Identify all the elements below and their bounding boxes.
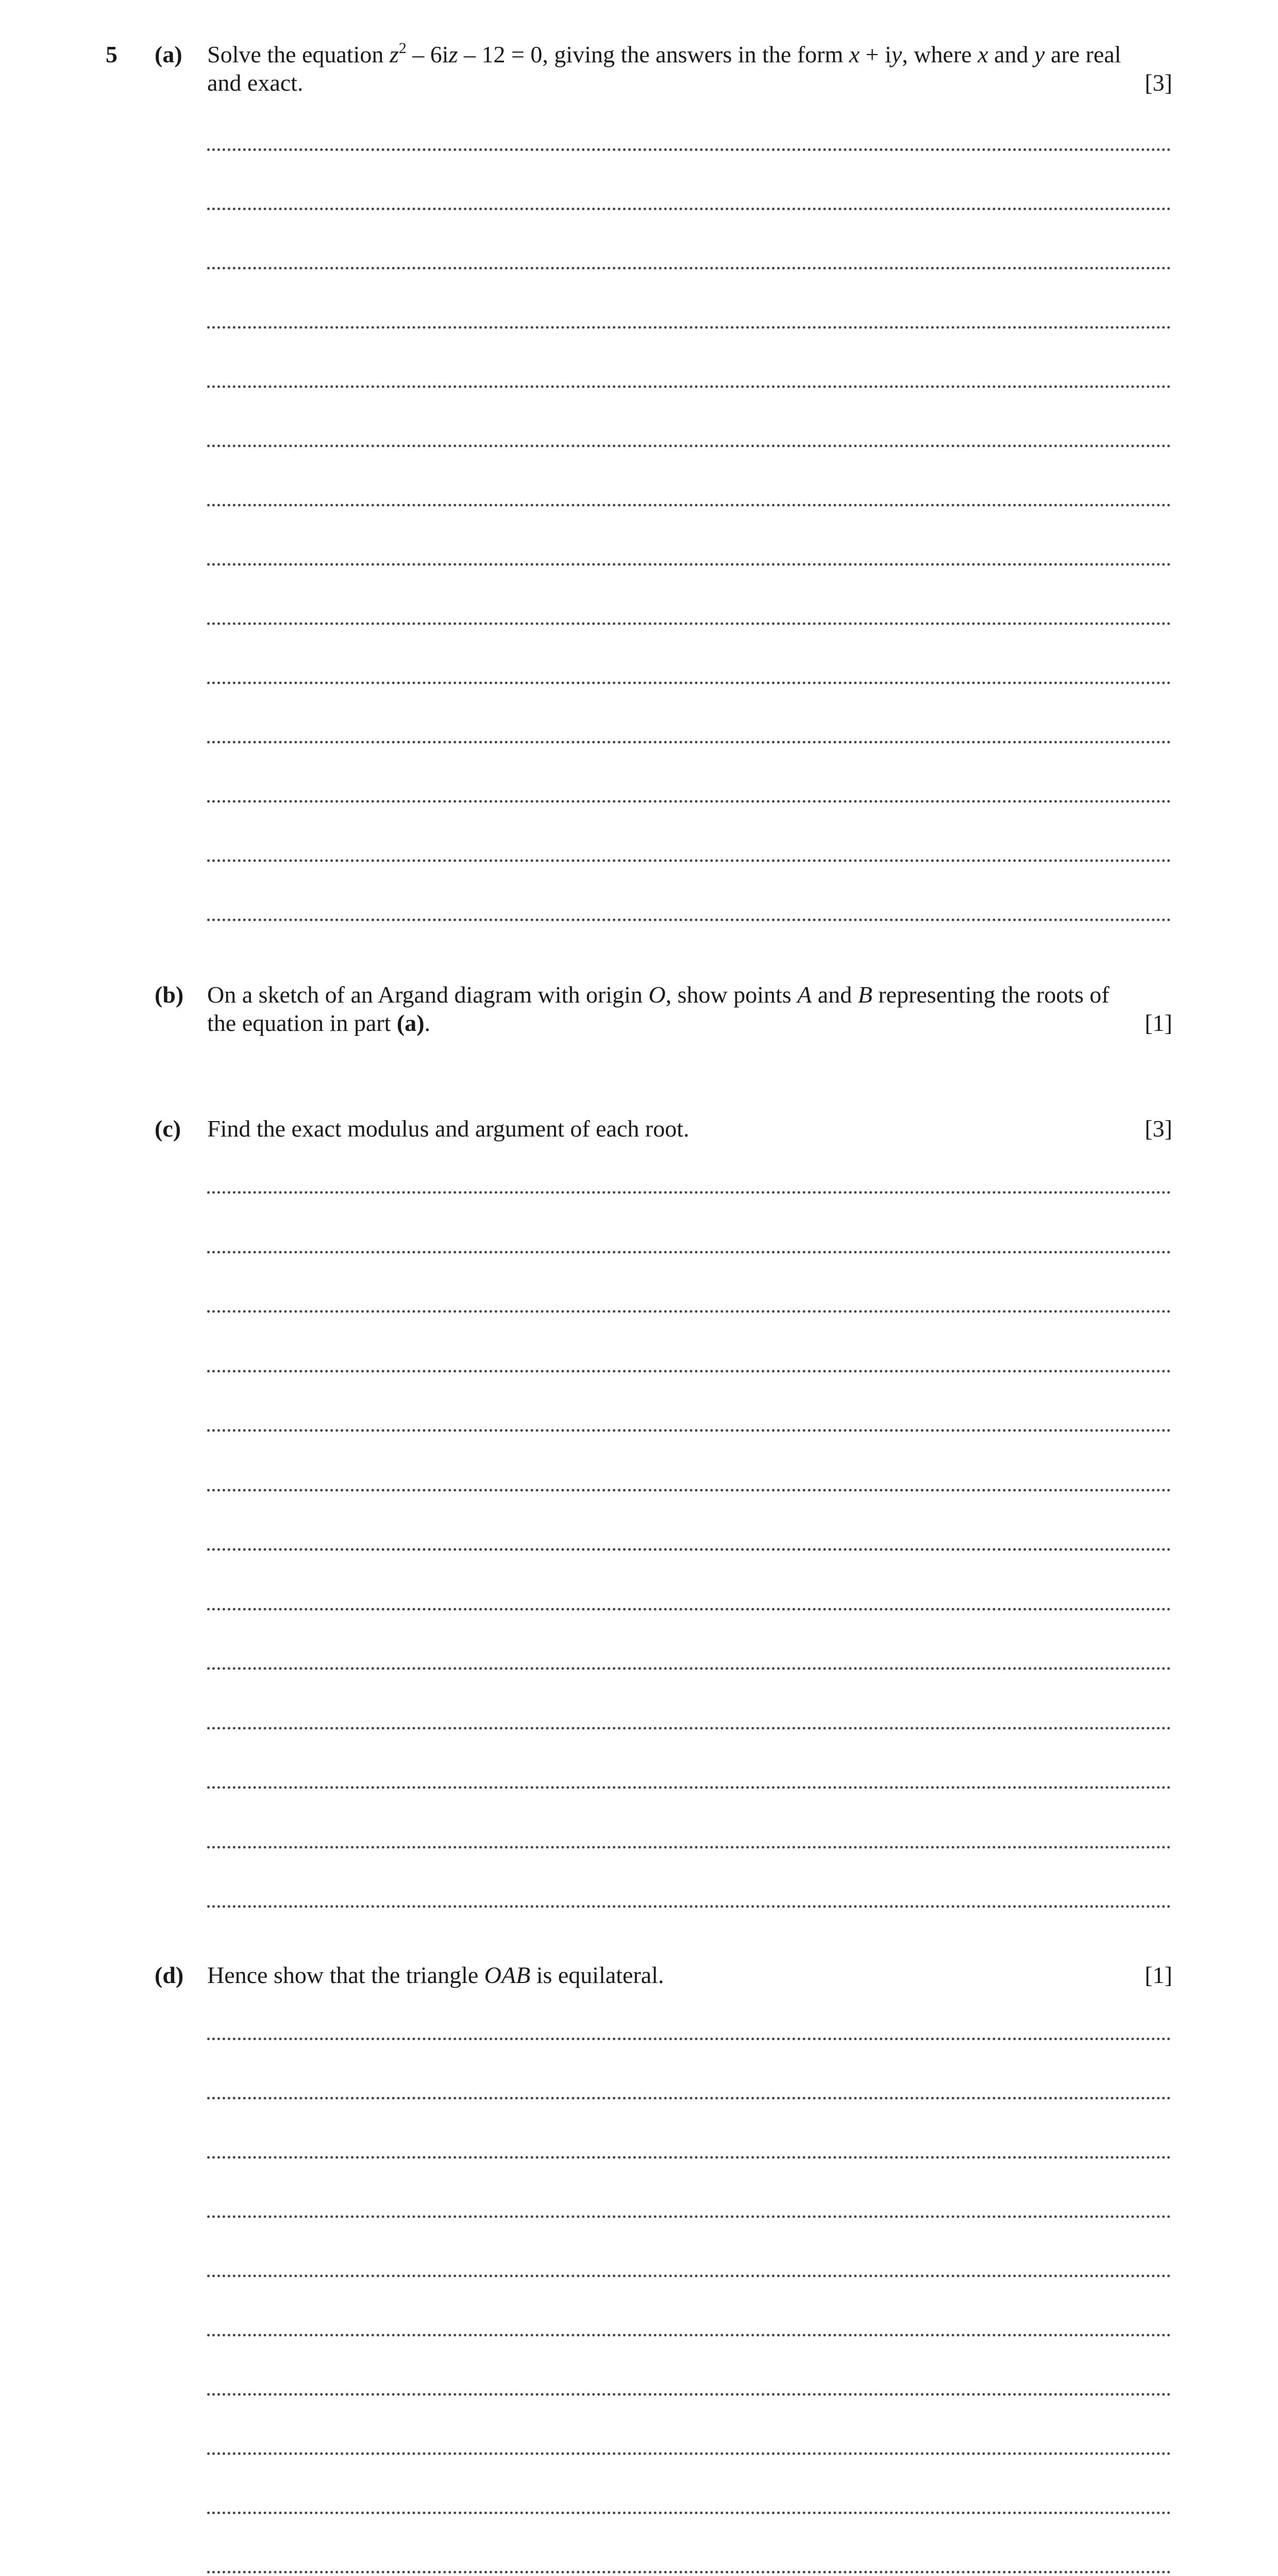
part-a-question-line1: Solve the equation $z^2 - 6iz - 12 = 0$, giving the answers in the form x + iy, where x and y are real [207,40,1121,67]
answer-line[interactable] [207,1191,1171,1194]
answer-line[interactable] [207,2571,1171,2573]
answer-line[interactable] [207,1727,1171,1730]
answer-line[interactable] [207,1846,1171,1849]
part-a-text [207,40,1172,97]
question-number: 5 [106,41,117,67]
answer-line[interactable] [207,622,1171,625]
answer-line[interactable] [207,919,1171,921]
part-c-marks: [3] [1145,1115,1172,1142]
part-b-question-line2: the equation in part (a). [207,1010,431,1037]
answer-line[interactable] [207,1489,1171,1492]
part-a-question-line2: and exact. [207,70,304,96]
answer-line[interactable] [207,1548,1171,1551]
answer-line[interactable] [207,2393,1171,2396]
answer-line[interactable] [207,800,1171,803]
answer-line[interactable] [207,1370,1171,1372]
part-d-marks: [1] [1145,1962,1172,1988]
answer-line[interactable] [207,267,1171,269]
answer-line[interactable] [207,1251,1171,1253]
answer-line[interactable] [207,504,1171,506]
answer-line[interactable] [207,445,1171,447]
answer-line[interactable] [207,1608,1171,1611]
part-b-question-line1: On a sketch of an Argand diagram with origin O, show points A and B representing the roots of [207,981,1109,1008]
part-d-label: (d) [155,1962,184,1988]
answer-line[interactable] [207,2038,1171,2040]
part-c-question: Find the exact modulus and argument of each root. [207,1115,690,1142]
part-d-text [207,1961,1172,1989]
part-b-text [207,980,1172,1037]
answer-line[interactable] [207,1905,1171,1908]
answer-line[interactable] [207,148,1171,151]
answer-line[interactable] [207,2215,1171,2218]
answer-line[interactable] [207,682,1171,684]
answer-line[interactable] [207,2275,1171,2277]
answer-line[interactable] [207,859,1171,862]
answer-line[interactable] [207,2334,1171,2336]
answer-line[interactable] [207,2097,1171,2099]
answer-line[interactable] [207,2156,1171,2159]
part-a-label: (a) [155,41,182,67]
answer-line[interactable] [207,385,1171,388]
answer-line[interactable] [207,2512,1171,2514]
part-c-text [207,1114,1172,1143]
answer-line[interactable] [207,208,1171,210]
part-b-label: (b) [155,981,184,1008]
part-c-label: (c) [155,1115,181,1142]
answer-line[interactable] [207,1786,1171,1789]
answer-line[interactable] [207,563,1171,566]
answer-line[interactable] [207,2452,1171,2455]
answer-line[interactable] [207,1310,1171,1313]
part-d-question: Hence show that the triangle OAB is equilateral. [207,1962,664,1988]
part-b-marks: [1] [1145,1010,1172,1037]
answer-line[interactable] [207,741,1171,743]
answer-line[interactable] [207,326,1171,329]
answer-line[interactable] [207,1667,1171,1670]
part-a-marks: [3] [1145,70,1172,96]
answer-line[interactable] [207,1429,1171,1432]
